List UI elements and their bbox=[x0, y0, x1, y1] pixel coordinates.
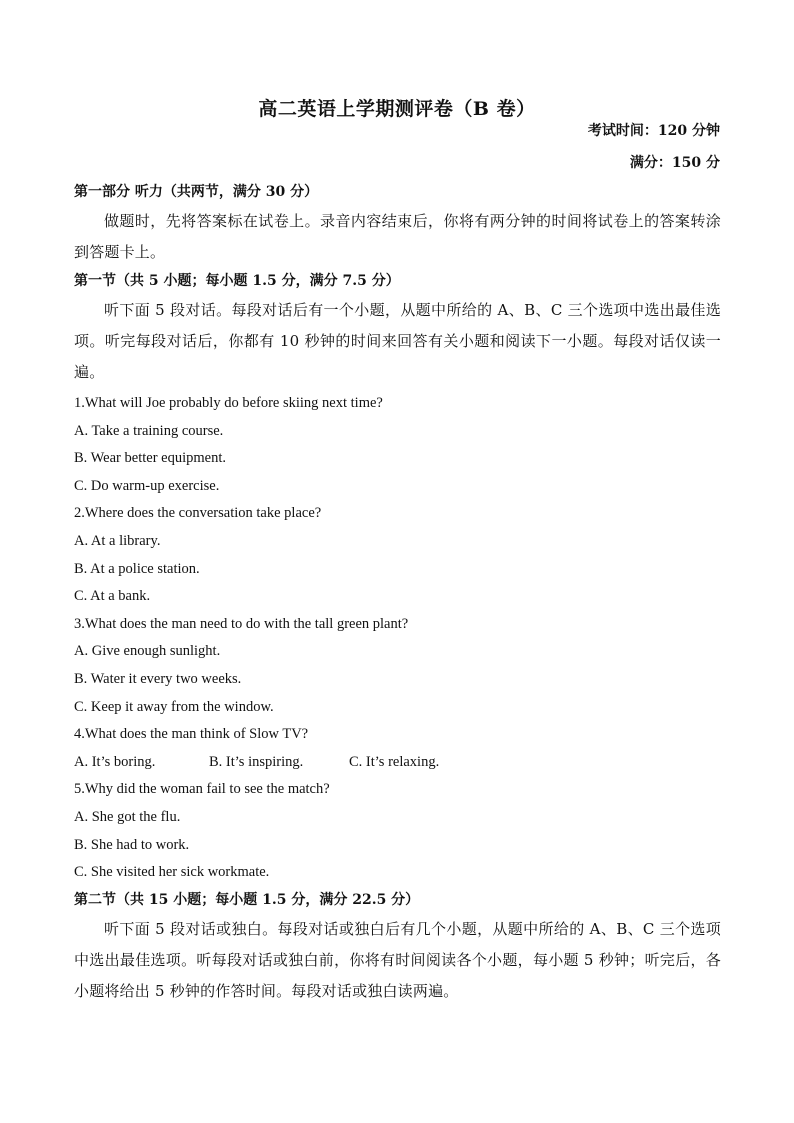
section2-instruction: 听下面 5 段对话或独白。每段对话或独白后有几个小题，从题中所给的 A、B、C 三个选项中选出最佳选项。听每段对话或独白前，你将有时间阅读各个小题，每小题 5 秒钟；听完后，各小题将给出 5 秒钟的作答时间。每段对话或独白读两遍。 bbox=[74, 919, 721, 1000]
question-5-option-c: C. She visited her sick workmate. bbox=[74, 864, 270, 881]
question-5-option-b: B. She had to work. bbox=[74, 836, 190, 853]
question-2-option-c: C. At a bank. bbox=[74, 588, 151, 605]
question-3-option-a: A. Give enough sunlight. bbox=[74, 643, 221, 660]
question-3-option-c: C. Keep it away from the window. bbox=[74, 698, 274, 715]
exam-title: 高二英语上学期测评卷（B 卷） bbox=[258, 98, 536, 120]
question-1-stem: 1.What will Joe probably do before skiing next time? bbox=[74, 395, 383, 411]
part1-instruction: 做题时，先将答案标在试卷上。录音内容结束后，你将有两分钟的时间将试卷上的答案转涂到答题卡上。 bbox=[74, 212, 721, 261]
full-score: 满分：150 分 bbox=[629, 155, 720, 171]
question-3-stem: 3.What does the man need to do with the tall green plant? bbox=[74, 615, 409, 632]
question-5-option-a: A. She got the flu. bbox=[74, 808, 181, 825]
section1-instruction: 听下面 5 段对话。每段对话后有一个小题，从题中所给的 A、B、C 三个选项中选出最佳选项。听完每段对话后，你都有 10 秒钟的时间来回答有关小题和阅读下一小题。每段对话仅读一遍。 bbox=[74, 301, 721, 381]
question-1-option-c: C. Do warm-up exercise. bbox=[74, 477, 220, 494]
question-1-option-a: A. Take a training course. bbox=[74, 422, 224, 439]
exam-time: 考试时间：120 分钟 bbox=[587, 123, 720, 139]
question-2-stem: 2.Where does the conversation take place? bbox=[74, 505, 322, 522]
question-3-option-b: B. Water it every two weeks. bbox=[74, 670, 242, 687]
section1-heading: 第一节（共 5 小题；每小题 1.5 分，满分 7.5 分） bbox=[74, 273, 400, 289]
question-4-options bbox=[74, 749, 721, 777]
section2-heading: 第二节（共 15 小题；每小题 1.5 分，满分 22.5 分） bbox=[74, 891, 420, 908]
question-4-option-a: A. It’s boring. bbox=[74, 753, 156, 770]
question-4-option-b: B. It’s inspiring. bbox=[209, 753, 304, 770]
question-2-option-b: B. At a police station. bbox=[74, 560, 200, 577]
part1-heading: 第一部分 听力（共两节，满分 30 分） bbox=[74, 184, 319, 200]
question-4-stem: 4.What does the man think of Slow TV? bbox=[74, 726, 309, 743]
question-1-option-b: B. Wear better equipment. bbox=[74, 450, 226, 467]
question-2-option-a: A. At a library. bbox=[74, 532, 161, 549]
question-5-stem: 5.Why did the woman fail to see the match? bbox=[74, 781, 330, 798]
exam-content bbox=[74, 180, 721, 1007]
question-4-option-c: C. It’s relaxing. bbox=[349, 753, 440, 770]
